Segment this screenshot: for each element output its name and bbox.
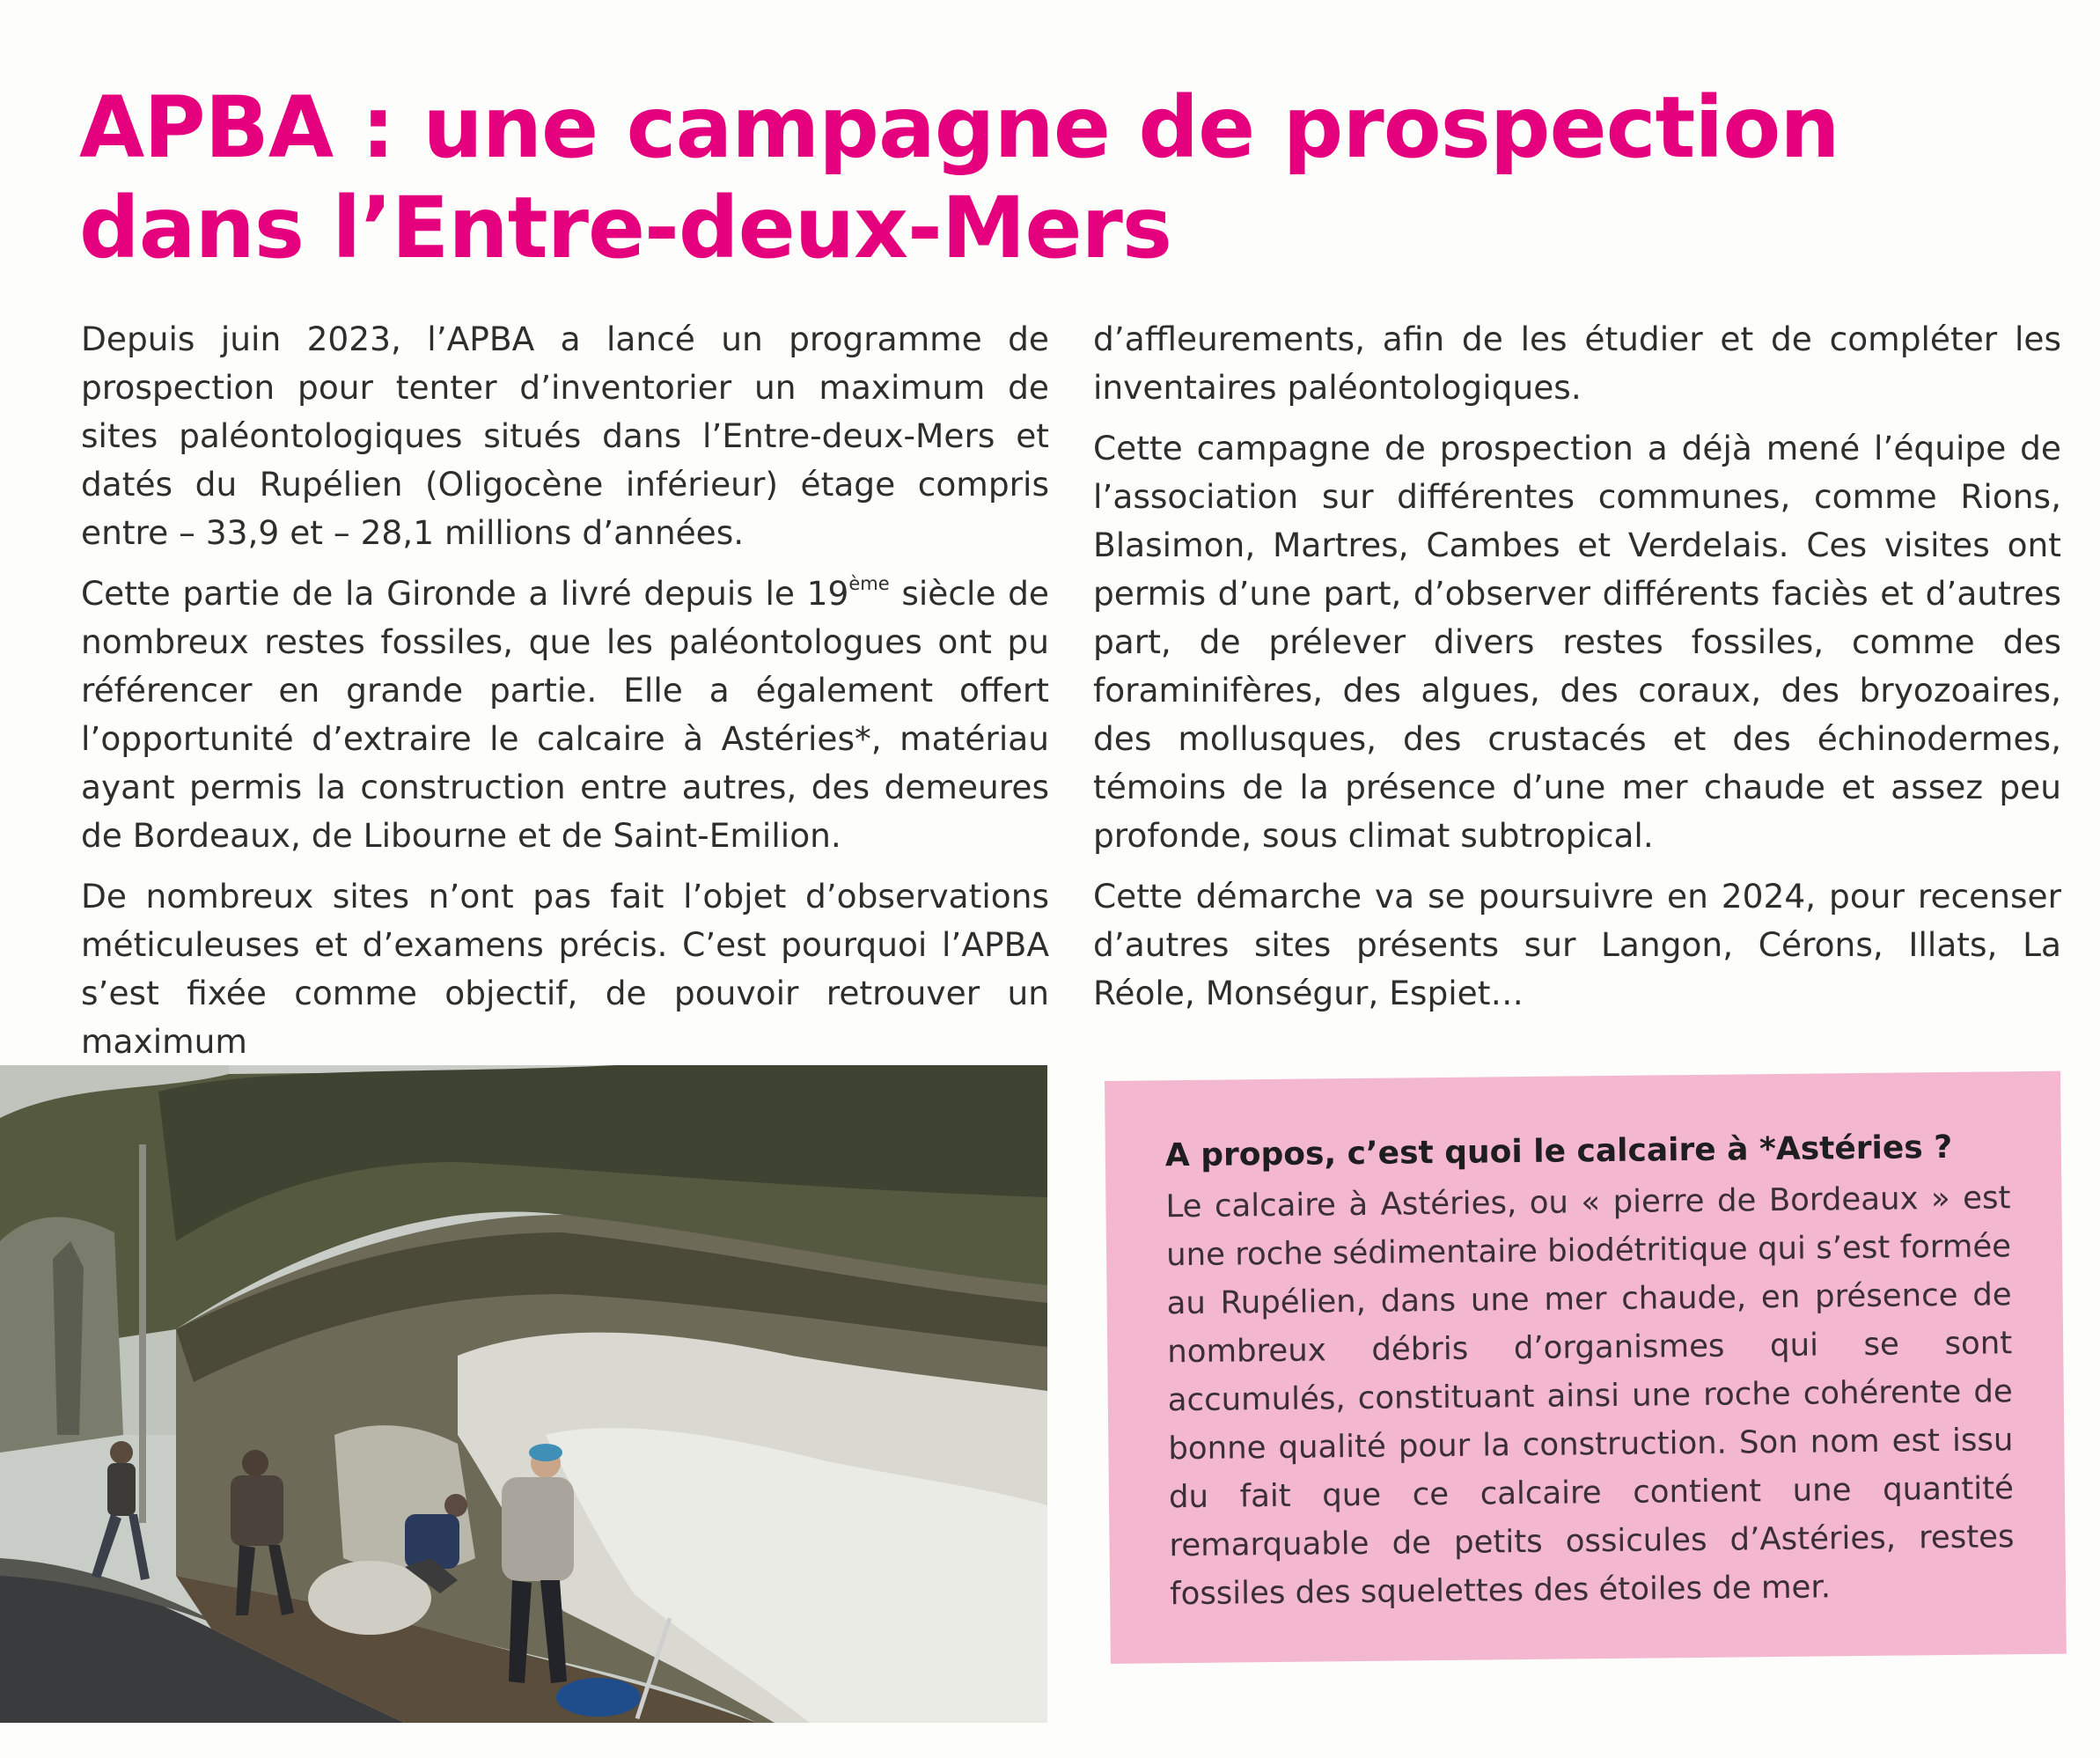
sidebar-box <box>1105 1071 2067 1664</box>
field-photo <box>0 1065 1047 1723</box>
paragraph: Cette démarche va se poursuivre en 2024, pour recenser d’autres sites présents sur Langon, Cérons, Illats, La Réole, Monségur, Espiet… <box>1093 877 2061 1012</box>
text-column-right <box>1093 315 2061 1030</box>
sidebar-heading: A propos, c’est quoi le calcaire à *Astéries ? <box>1164 1129 1953 1174</box>
paragraph: d’affleurements, afin de les étudier et de compléter les inventaires paléontologiques. <box>1093 320 2061 407</box>
paragraph: De nombreux sites n’ont pas fait l’objet d’observations méticuleuses et d’examens précis. C’est pourquoi l’APBA s’est fixée comme objectif, de pouvoir retrouver un maximum <box>81 877 1049 1061</box>
paragraph-text: Cette partie de la Gironde a livré depuis le 19 <box>81 574 849 613</box>
paragraph: Cette campagne de prospection a déjà mené l’équipe de l’association sur différentes communes, comme Rions, Blasimon, Martres, Cambes et Verdelais. Ces visites ont permis d’une part, d’observer différents faciès et d’autres part, de prélever divers restes fossiles, comme des foraminifères, des algues, des coraux, des bryozoaires, des mollusques, des crustacés et des échinodermes, témoins de la présence d’une mer chaude et assez peu profonde, sous climat subtropical. <box>1093 429 2061 855</box>
paragraph <box>81 570 1049 860</box>
paragraph-text: siècle de nombreux restes fossiles, que les paléontologues ont pu référencer en grande partie. Elle a également offert l’opportunité d’extraire le calcaire à Astéries*, matériau ayant permis la construction entre autres, des demeures de Bordeaux, de Libourne et de Saint-Emilion. <box>81 574 1050 855</box>
superscript: ème <box>848 572 890 594</box>
text-column-left <box>81 315 1049 1078</box>
article-title: APBA : une campagne de prospection dans l’Entre-deux-Mers <box>79 78 1839 277</box>
paragraph: Depuis juin 2023, l’APBA a lancé un programme de prospection pour tenter d’inventorier un maximum de sites paléontologiques situés dans l’Entre-deux-Mers et datés du Rupélien (Oligocène inférieur) étage compris entre – 33,9 et – 28,1 millions d’années. <box>81 320 1049 552</box>
sidebar-body: Le calcaire à Astéries, ou « pierre de Bordeaux » est une roche sédimentaire biodétritique qui s’est formée au Rupélien, dans une mer chaude, en présence de nombreux débris d’organismes qui se sont accumulés, constituant ainsi une roche cohérente de bonne qualité pour la construction. Son nom est issu du fait que ce calcaire contient une quantité remarquable de petits ossicules d’Astéries, restes fossiles des squelettes des étoiles de mer. <box>1165 1180 2015 1613</box>
